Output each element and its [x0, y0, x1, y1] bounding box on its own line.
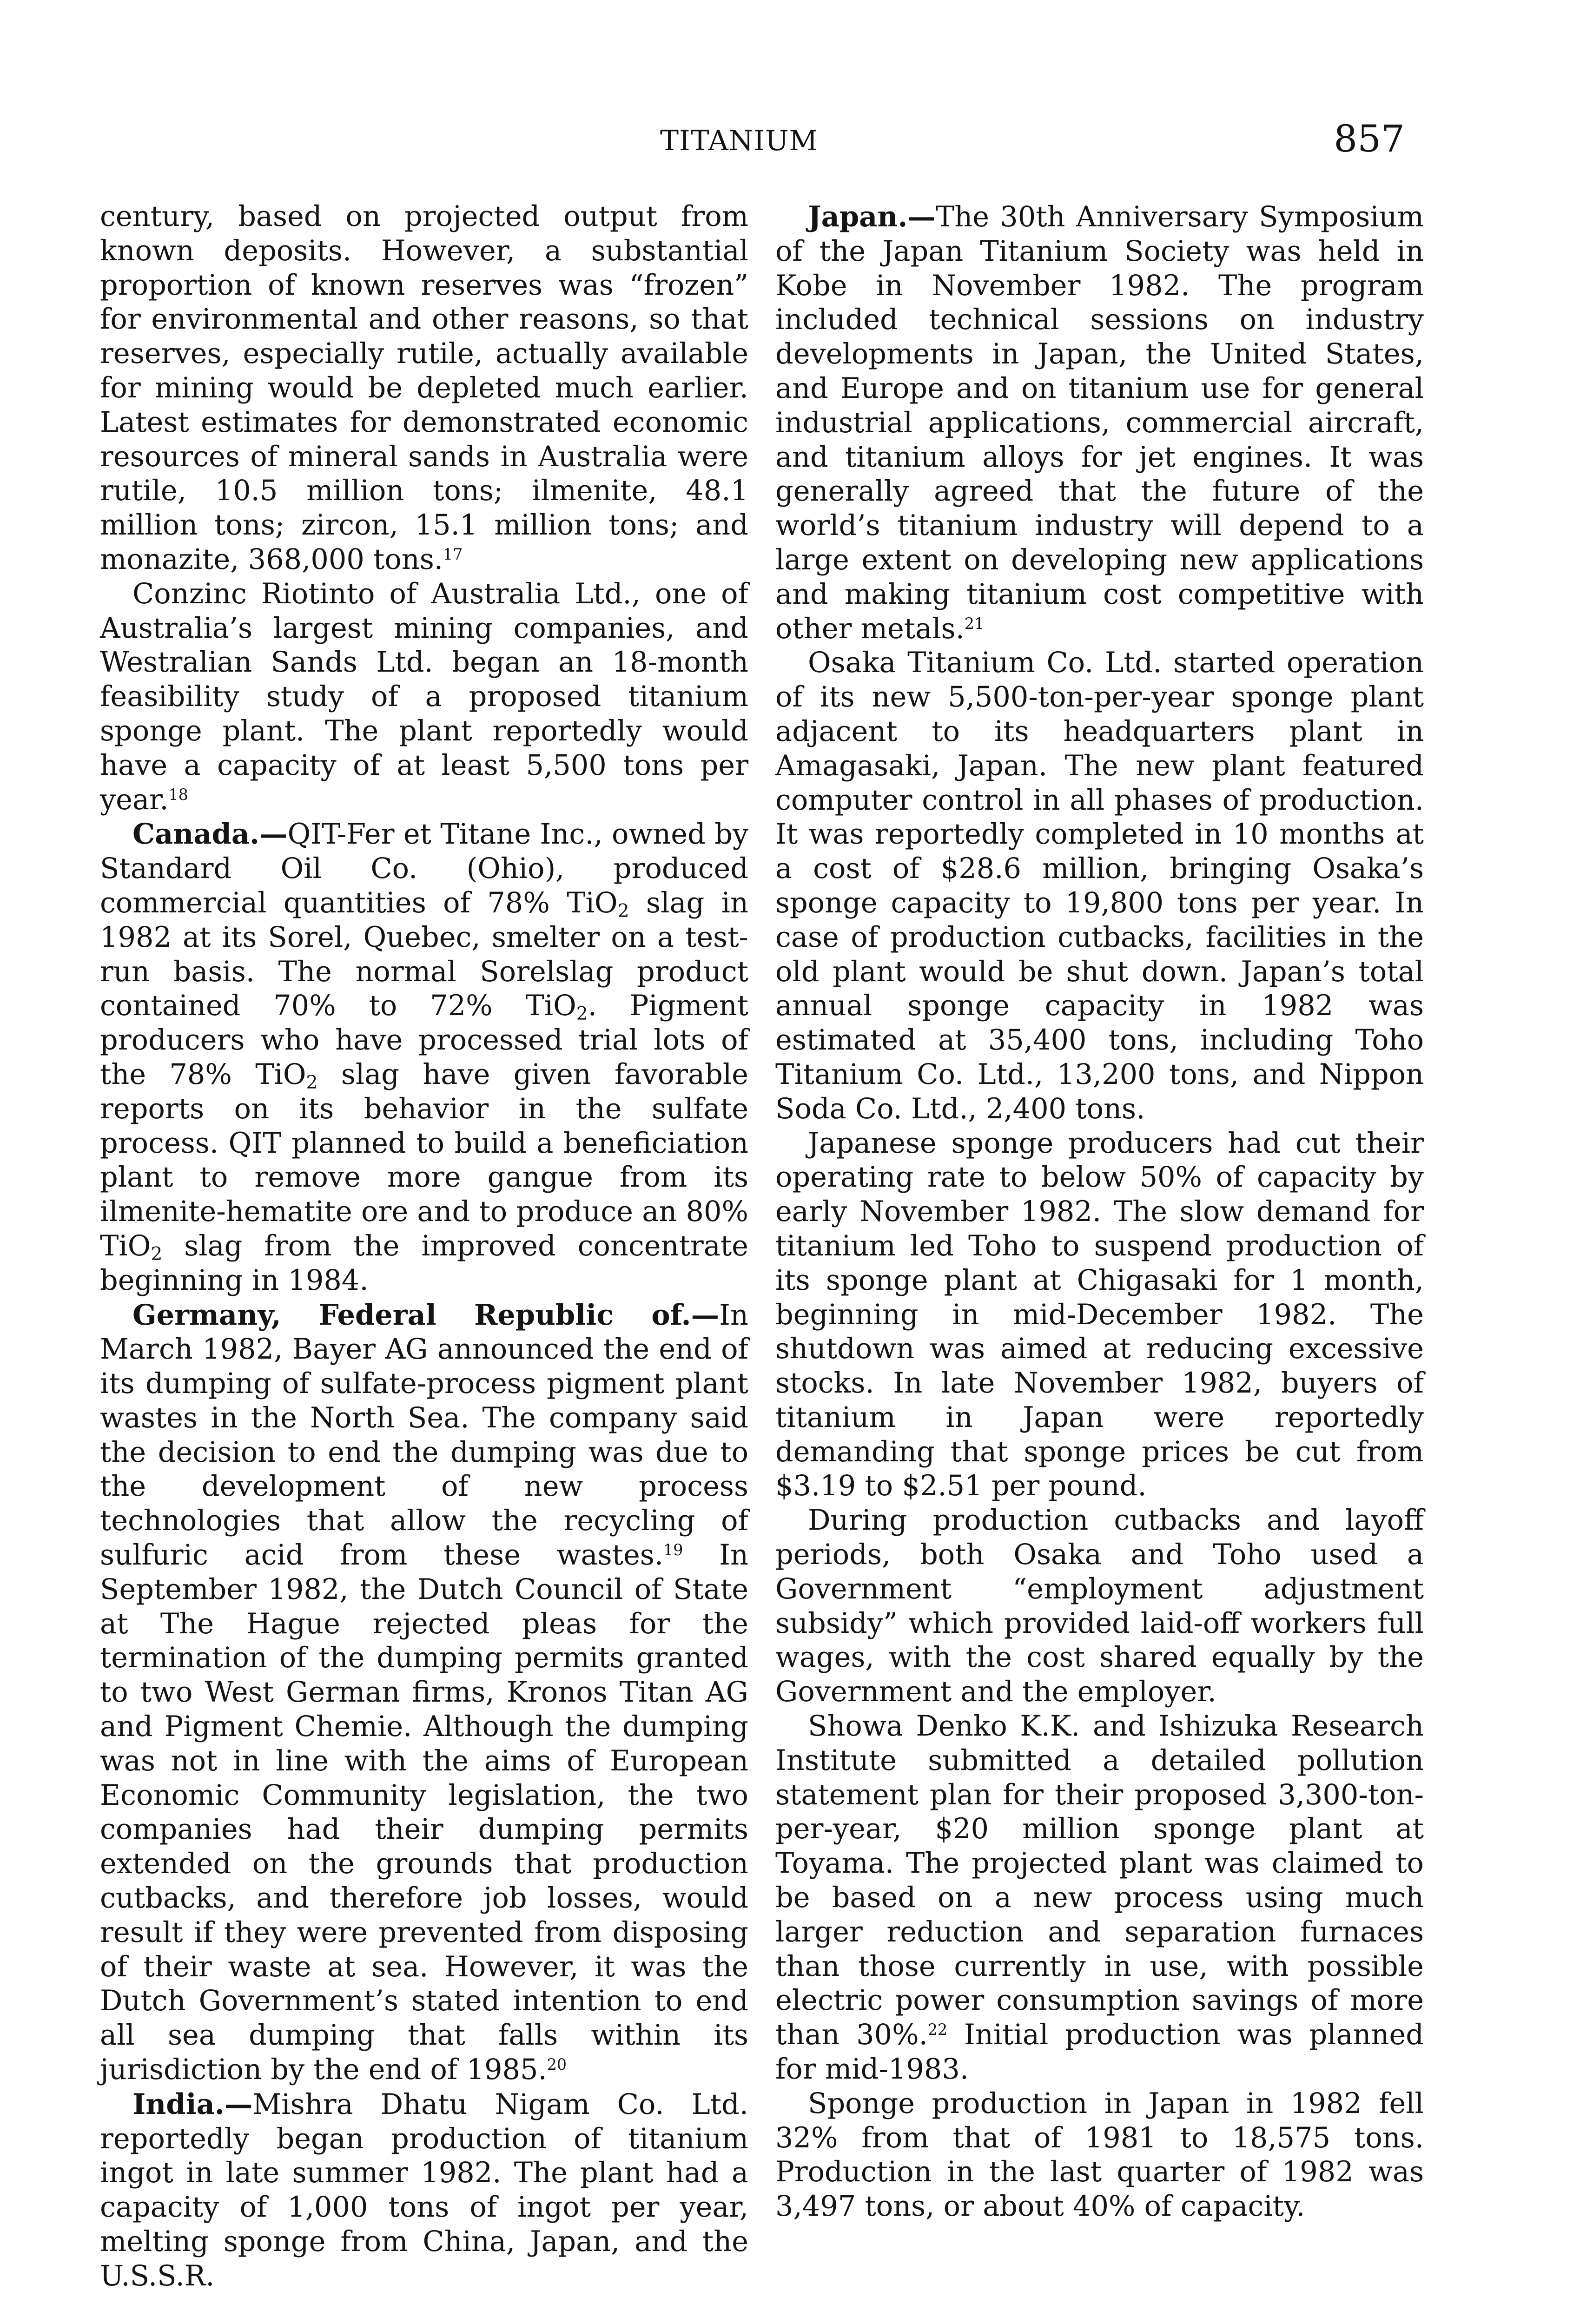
paragraph-text: Showa Denko K.K. and Ishizuka Research Institute submitted a detailed pollution statement plan for their proposed 3,300-ton-per-year, $20 million sponge plant at Toyama. The projected plant was claimed to be based on a new process using much larger reduction and separation furnaces than those currently in use, with possible electric power consumption savings of more than 30%. [775, 1710, 1424, 2052]
page-number: 857 [1334, 117, 1405, 160]
paragraph-cutbacks [775, 1504, 1424, 1710]
running-head: TITANIUM [660, 125, 818, 157]
paragraph-text: . Pigment producers who have processed trial lots of the 78% TiO [100, 990, 749, 1091]
country-heading-canada: Canada.— [132, 818, 288, 851]
footnote-ref: 20 [547, 2055, 567, 2074]
paragraph-text: slag have given favorable reports on its behavior in the sulfate process. QIT planned to build a beneficiation plant to remove more gangue from its ilmenite-hematite ore and to produce an 80% TiO [100, 1058, 748, 1262]
subscript: 2 [306, 1072, 318, 1093]
footnote-ref: 19 [663, 1541, 683, 1559]
footnote-ref: 18 [168, 785, 188, 804]
paragraph-conzinc-riotinto [100, 577, 748, 818]
footnote-ref: 21 [964, 614, 985, 633]
paragraph-text: Japanese sponge producers had cut their operating rate to below 50% of capacity by early November 1982. The slow demand for titanium led Toho to suspend production of its sponge plant at Chigasaki for 1 month, beginning in mid-December 1982. The shutdown was aimed at reducing excessive stocks. In late November 1982, buyers of titanium in Japan were reportedly demanding that sponge prices be cut from $3.19 to $2.51 per pound. [775, 1127, 1424, 1503]
paragraph-text: The 30th Anniversary Symposium of the Japan Titanium Society was held in Kobe in November 1982. The program included technical sessions on industry developments in Japan, the United States, and Europe and on titanium use for general industrial applications, commercial aircraft, and titanium alloys for jet engines. It was generally agreed that the future of the world’s titanium industry will depend to a large extent on developing new applications and making titanium cost competitive with other metals. [775, 201, 1424, 645]
paragraph-text: Osaka Titanium Co. Ltd. started operation of its new 5,500-ton-per-year sponge plant adjacent to its headquarters plant in Amagasaki, Japan. The new plant featured computer control in all phases of production. It was reportedly completed in 10 months at a cost of $28.6 million, bringing Osaka’s sponge capacity to 19,800 tons per year. In case of production cutbacks, facilities in the old plant would be shut down. Japan’s total annual sponge capacity in 1982 was estimated at 35,400 tons, including Toho Titanium Co. Ltd., 13,200 tons, and Nippon Soda Co. Ltd., 2,400 tons. [775, 647, 1424, 1125]
subscript: 2 [151, 1243, 163, 1265]
paragraph-text: slag from the improved concentrate beginning in 1984. [100, 1229, 748, 1297]
paragraph-text: In September 1982, the Dutch Council of State at The Hague rejected pleas for the termination of the dumping permits granted to two West German firms, Kronos Titan AG and Pigment Chemie. Although the dumping was not in line with the aims of European Economic Community legislation, the two companies had their dumping permits extended on the grounds that production cutbacks, and therefore job losses, would result if they were prevented from disposing of their waste at sea. However, it was the Dutch Government’s stated intention to end all sea dumping that falls within its jurisdiction by the end of 1985. [100, 1539, 748, 2086]
footnote-ref: 22 [927, 2020, 948, 2039]
paragraph-japan [775, 200, 1424, 646]
country-heading-india: India.— [132, 2087, 253, 2121]
paragraph-text: Initial production was planned for mid-1983. [775, 2019, 1424, 2086]
paragraph-text: slag in 1982 at its Sorel, Quebec, smelter on a test-run basis. The normal Sorelslag product contained 70% to 72% TiO [100, 886, 748, 1023]
subscript: 2 [576, 1004, 588, 1025]
country-heading-japan: Japan.— [808, 200, 936, 233]
paragraph-osaka-titanium [775, 646, 1424, 1126]
paragraph-text: During production cutbacks and layoff periods, both Osaka and Toho used a Government “employment adjustment subsidy” which provided laid-off workers full wages, with the cost shared equally by the Government and the employer. [775, 1504, 1424, 1709]
paragraph-text: QIT-Fer et Titane Inc., owned by Standard Oil Co. (Ohio), produced commercial quantities of 78% TiO [100, 818, 748, 919]
paragraph-text: In March 1982, Bayer AG announced the end of its dumping of sulfate-process pigment plant wastes in the North Sea. The company said the decision to end the dumping was due to the development of new process technologies that allow the recycling of sulfuric acid from these wastes. [100, 1299, 748, 1572]
footnote-ref: 17 [443, 545, 463, 564]
paragraph-sponge-producers [775, 1127, 1424, 1504]
paragraph-sponge-production [775, 2087, 1424, 2224]
subscript: 2 [617, 900, 629, 922]
left-column [100, 200, 748, 2294]
country-heading-germany: Germany, Federal Republic of.— [132, 1298, 720, 1332]
paragraph-australia-reserves [100, 200, 748, 577]
paragraph-germany [100, 1298, 748, 2087]
paragraph-text: century, based on projected output from known deposits. However, a substantial proportion of known reserves was “frozen” for environmental and other reasons, so that reserves, especially rutile, actually available for mining would be depleted much earlier. Latest estimates for demonstrated economic resources of mineral sands in Australia were rutile, 10.5 million tons; ilmenite, 48.1 million tons; zircon, 15.1 million tons; and monazite, 368,000 tons. [100, 200, 748, 576]
paragraph-india [100, 2087, 748, 2294]
paragraph-canada [100, 817, 748, 1298]
paragraph-text: Sponge production in Japan in 1982 fell 32% from that of 1981 to 18,575 tons. Production in the last quarter of 1982 was 3,497 tons, or about 40% of capacity. [775, 2087, 1424, 2223]
paragraph-showa-denko [775, 1710, 1424, 2087]
paragraph-text: Conzinc Riotinto of Australia Ltd., one of Australia’s largest mining companies, and Westralian Sands Ltd. began an 18-month feasibility study of a proposed titanium sponge plant. The plant reportedly would have a capacity of at least 5,500 tons per year. [100, 577, 748, 816]
paragraph-text: Mishra Dhatu Nigam Co. Ltd. reportedly began production of titanium ingot in late summer 1982. The plant had a capacity of 1,000 tons of ingot per year, melting sponge from China, Japan, and the U.S.S.R. [100, 2088, 748, 2292]
right-column [775, 200, 1424, 2224]
